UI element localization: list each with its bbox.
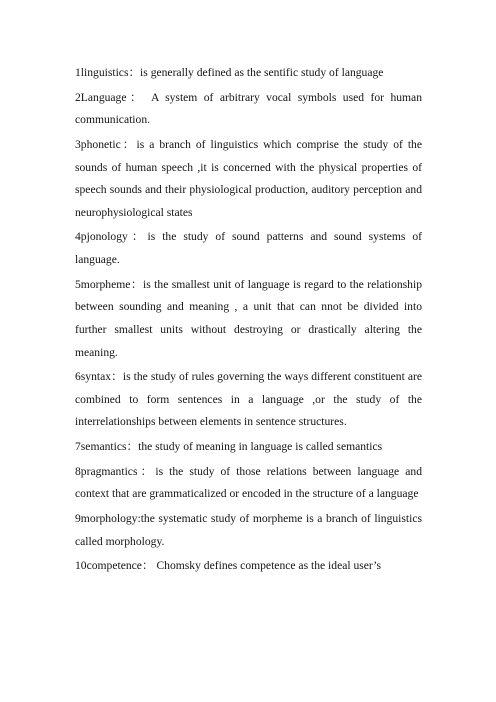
glossary-entry-phonology: 4pjonology：is the study of sound patterns and sound systems of language. — [75, 230, 422, 267]
glossary-entry-language: 2Language： A system of arbitrary vocal symbols used for human communication. — [75, 90, 422, 127]
glossary-entry-pragmatics: 8pragmantics：is the study of those relations between language and context that are grammaticalized or encoded in the structure of a language — [75, 464, 422, 501]
glossary-entry-linguistics: 1linguistics：is generally defined as the sentific study of language — [75, 66, 384, 79]
glossary-entry-competence: 10competence： Chomsky defines competence as the ideal user’s — [75, 559, 381, 573]
glossary-list — [75, 62, 422, 578]
glossary-entry-semantics: 7semantics：the study of meaning in language is called semantics — [75, 440, 383, 454]
glossary-entry-morpheme: 5morpheme：is the smallest unit of language is regard to the relationship between sounding and meaning , a unit that can nnot be divided into further smallest units without destroying or drastically altering the meaning. — [75, 277, 422, 359]
glossary-entry-phonetic: 3phonetic：is a branch of linguistics which comprise the study of the sounds of human speech ,it is concerned with the physical properties of speech sounds and their physiological production, auditory perception and neurophysiological states — [75, 137, 422, 219]
glossary-entry-morphology: 9morphology:the systematic study of morpheme is a branch of linguistics called morphology. — [75, 512, 422, 548]
glossary-entry-syntax: 6syntax：is the study of rules governing the ways different constituent are combined to form sentences in a language ,or the study of the interrelationships between elements in sentence structures. — [75, 370, 422, 429]
